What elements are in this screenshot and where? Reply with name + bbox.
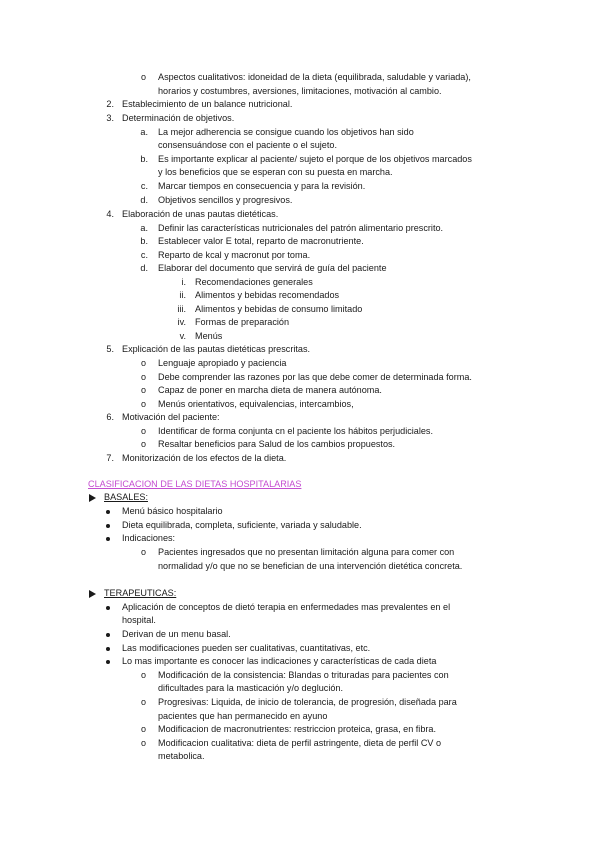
sub-bullet-marker: o bbox=[141, 738, 147, 748]
list-roman: i. bbox=[181, 277, 186, 287]
sub-bullet-marker: o bbox=[141, 670, 147, 680]
sub-bullet-marker: o bbox=[141, 72, 147, 82]
list-item-text: dificultades para la masticación y/o deglución. bbox=[158, 683, 344, 693]
list-item-text: Modificación de la consistencia: Blandas o trituradas para pacientes con bbox=[158, 670, 449, 680]
list-item-text: Establecer valor E total, reparto de macronutriente. bbox=[158, 236, 364, 246]
list-item-text: Determinación de objetivos. bbox=[122, 113, 235, 123]
sub-bullet-marker: o bbox=[141, 426, 147, 436]
bullet-icon bbox=[106, 660, 110, 664]
list-roman: ii. bbox=[179, 290, 186, 300]
list-item-text: Lo mas importante es conocer las indicaciones y características de cada dieta bbox=[122, 656, 437, 666]
list-item-text: Las modificaciones pueden ser cualitativas, cuantitativas, etc. bbox=[122, 643, 371, 653]
list-item-text: Establecimiento de un balance nutricional. bbox=[122, 99, 293, 109]
list-item-text: Modificacion cualitativa: dieta de perfil astringente, dieta de perfil CV o bbox=[158, 738, 442, 748]
list-item-text: Progresivas: Liquida, de inicio de tolerancia, de progresión, diseñada para bbox=[158, 697, 457, 707]
sub-bullet-marker: o bbox=[141, 358, 147, 368]
sub-bullet-marker: o bbox=[141, 385, 147, 395]
list-item-text: La mejor adherencia se consigue cuando los objetivos han sido bbox=[158, 127, 414, 137]
list-item-text: Dieta equilibrada, completa, suficiente, variada y saludable. bbox=[122, 520, 362, 530]
list-item-text: horarios y costumbres, aversiones, limitaciones, motivación al cambio. bbox=[158, 86, 442, 96]
list-item-text: Marcar tiempos en consecuencia y para la revisión. bbox=[158, 181, 366, 191]
list-item-text: Capaz de poner en marcha dieta de manera autónoma. bbox=[158, 385, 382, 395]
list-letter: a. bbox=[140, 127, 148, 137]
list-item-text: Lenguaje apropiado y paciencia bbox=[158, 358, 287, 368]
sub-bullet-marker: o bbox=[141, 372, 147, 382]
list-item-text: Indicaciones: bbox=[122, 533, 176, 543]
list-item-text: Derivan de un menu basal. bbox=[122, 629, 231, 639]
subsection-heading: TERAPEUTICAS: bbox=[104, 588, 177, 598]
list-item-text: Definir las características nutricionales del patrón alimentario prescrito. bbox=[158, 223, 444, 233]
list-item-text: normalidad y/o que no se benefician de una intervención dietética concreta. bbox=[158, 561, 463, 571]
list-roman: iii. bbox=[177, 304, 186, 314]
list-number: 7. bbox=[106, 453, 114, 463]
list-item-text: Reparto de kcal y macronut por toma. bbox=[158, 250, 311, 260]
list-roman: iv. bbox=[177, 317, 186, 327]
list-item-text: consensuándose con el paciente o el sujeto. bbox=[158, 140, 337, 150]
list-item-text: Monitorización de los efectos de la dieta. bbox=[122, 453, 287, 463]
list-number: 5. bbox=[106, 344, 114, 354]
list-item-text: Alimentos y bebidas de consumo limitado bbox=[195, 304, 363, 314]
list-item-text: Alimentos y bebidas recomendados bbox=[195, 290, 340, 300]
list-number: 3. bbox=[106, 113, 114, 123]
list-item-text: hospital. bbox=[122, 615, 156, 625]
bullet-icon bbox=[106, 510, 110, 514]
list-letter: b. bbox=[140, 154, 148, 164]
list-number: 4. bbox=[106, 209, 114, 219]
list-letter: c. bbox=[140, 250, 148, 260]
list-item-text: Resaltar beneficios para Salud de los cambios propuestos. bbox=[158, 439, 396, 449]
arrow-bullet-icon bbox=[89, 494, 96, 502]
list-item-text: Motivación del paciente: bbox=[122, 412, 220, 422]
list-item-text: Debe comprender las razones por las que debe comer de determinada forma. bbox=[158, 372, 472, 382]
list-item-text: Menú básico hospitalario bbox=[122, 506, 223, 516]
list-item-text: Pacientes ingresados que no presentan limitación alguna para comer con bbox=[158, 547, 455, 557]
list-item-text: Explicación de las pautas dietéticas prescritas. bbox=[122, 344, 311, 354]
list-letter: d. bbox=[140, 263, 148, 273]
list-number: 6. bbox=[106, 412, 114, 422]
section-heading: CLASIFICACION DE LAS DIETAS HOSPITALARIAS bbox=[88, 479, 302, 489]
arrow-bullet-icon bbox=[89, 590, 96, 598]
sub-bullet-marker: o bbox=[141, 439, 147, 449]
list-letter: d. bbox=[140, 195, 148, 205]
bullet-icon bbox=[106, 606, 110, 610]
list-item-text: Elaboración de unas pautas dietéticas. bbox=[122, 209, 279, 219]
bullet-icon bbox=[106, 647, 110, 651]
list-letter: a. bbox=[140, 223, 148, 233]
list-item-text: metabolica. bbox=[158, 751, 205, 761]
list-letter: c. bbox=[140, 181, 148, 191]
list-item-text: Objetivos sencillos y progresivos. bbox=[158, 195, 293, 205]
list-item-text: Modificacion de macronutrientes: restriccion proteica, grasa, en fibra. bbox=[158, 724, 436, 734]
bullet-icon bbox=[106, 524, 110, 528]
subsection-heading: BASALES: bbox=[104, 492, 148, 502]
list-item-text: Identificar de forma conjunta cn el paciente los hábitos perjudiciales. bbox=[158, 426, 433, 436]
list-item-text: Aplicación de conceptos de dietó terapia en enfermedades mas prevalentes en el bbox=[122, 602, 451, 612]
list-item-text: Es importante explicar al paciente/ sujeto el porque de los objetivos marcados bbox=[158, 154, 472, 164]
list-item-text: Aspectos cualitativos: idoneidad de la dieta (equilibrada, saludable y variada), bbox=[158, 72, 471, 82]
bullet-icon bbox=[106, 537, 110, 541]
list-roman: v. bbox=[179, 331, 186, 341]
list-letter: b. bbox=[140, 236, 148, 246]
list-item-text: pacientes que han permanecido en ayuno bbox=[158, 711, 328, 721]
list-number: 2. bbox=[106, 99, 114, 109]
list-item-text: Formas de preparación bbox=[195, 317, 290, 327]
sub-bullet-marker: o bbox=[141, 724, 147, 734]
sub-bullet-marker: o bbox=[141, 547, 147, 557]
list-item-text: Recomendaciones generales bbox=[195, 277, 313, 287]
list-item-text: Menús orientativos, equivalencias, intercambios, bbox=[158, 399, 354, 409]
list-item-text: Elaborar del documento que servirá de guía del paciente bbox=[158, 263, 387, 273]
sub-bullet-marker: o bbox=[141, 399, 147, 409]
list-item-text: Menús bbox=[195, 331, 223, 341]
sub-bullet-marker: o bbox=[141, 697, 147, 707]
bullet-icon bbox=[106, 633, 110, 637]
list-item-text: y los beneficios que se esperan con su puesta en marcha. bbox=[158, 167, 393, 177]
